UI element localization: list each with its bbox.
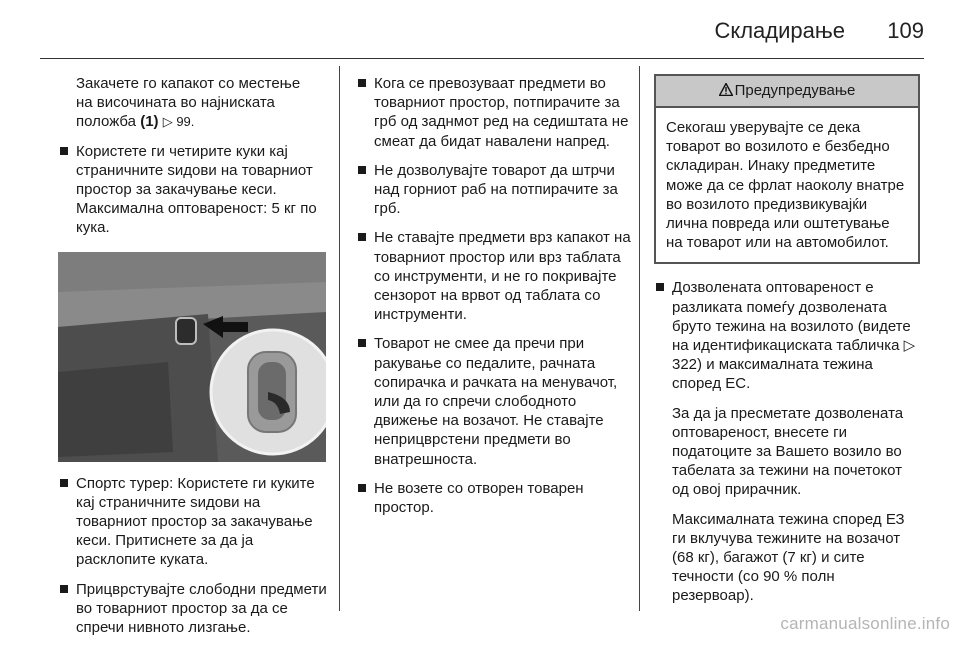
intro-paragraph <box>58 74 333 132</box>
warning-header <box>656 76 918 108</box>
intro-line-1: Закачете го капакот со местење <box>76 75 301 92</box>
warning-text: Секогаш уверувајте се дека товарот во возилото е безбедно складиран. Инаку предметите може да се фрлат наоколу внатре во возилото предизвикувајќи лична повреда или оштетување на товарот или на автомобилот. <box>666 119 905 252</box>
bullet-secure-items: Прицврстувајте слободни предмети во товарниот простор за да се спречи нивното лизгање. <box>58 580 333 638</box>
intro-bold-ref: (1) <box>140 113 159 131</box>
intro-line-3: положба <box>76 113 141 131</box>
page-ref-99: ▷ 99. <box>162 114 195 130</box>
bullet-hooks: Користете ги четирите куки кај страничните ѕидови на товарниот простор за закачување кеси. Максимална оптовареност: 5 кг по кука. <box>58 142 333 238</box>
page-title: Складирање <box>714 18 845 43</box>
bullet-permissible-load: Дозволената оптовареност е разликата помеѓу дозволената бруто тежина на возилото (видете на идентификациската табличка ▷ 322) и максималната тежина според ЕС. <box>654 278 920 393</box>
column-3 <box>654 74 920 616</box>
cargo-hook-photo <box>58 252 326 462</box>
watermark: carmanualsonline.info <box>780 614 950 633</box>
bullet-open-cargo: Не возете со отворен товарен простор. <box>356 479 632 517</box>
page-number: 109 <box>887 18 924 43</box>
column-1 <box>58 74 333 647</box>
paragraph-ec-weight: Максималната тежина според ЕЗ ги вклучува тежините на возачот (68 кг), багажот (7 кг) и сите течности (со 90 % полн резервоар). <box>672 510 905 605</box>
column-divider-right <box>639 66 640 611</box>
paragraph-calculate: За да ја пресметате дозволената оптовареност, внесете ги податоците за Вашето возило во табелата за тежини на почетокот од овој прирачник. <box>672 404 904 499</box>
bullet-sports-tourer: Спортс турер: Користете ги куките кај страничните ѕидови на товарниот простор за закачување кеси. Притиснете за да ја расклопите куката. <box>58 474 333 570</box>
cargo-hook-illustration <box>58 252 326 462</box>
header-divider <box>40 58 924 59</box>
bullet-seatbacks: Кога се превозуваат предмети во товарниот простор, потпирачите за грб од заднмот ред на седиштата не смеат да бидат навалени напред. <box>356 74 632 151</box>
column-2 <box>356 74 632 527</box>
warning-triangle-icon <box>719 81 733 101</box>
bullet-no-objects-on-cover: Не ставајте предмети врз капакот на товарниот простор или врз таблата со инструменти, и не го покривајте сензорот на врвот од таблата со инструменти. <box>356 228 632 324</box>
column-divider-left <box>339 66 340 611</box>
warning-title: Предупредување <box>734 82 856 99</box>
intro-line-2: на височината во најниската <box>76 94 275 112</box>
bullet-pedals: Товарот не смее да пречи при ракување со педалите, рачната сопирачка и рачката на менувачот, или да го спречи слободното движење на возачот. Не ставајте неприцврстени предмети во внатрешноста. <box>356 334 632 468</box>
warning-box <box>654 74 920 264</box>
bullet-load-height: Не дозволувајте товарот да штрчи над горниот раб на потпирачите за грб. <box>356 161 632 219</box>
